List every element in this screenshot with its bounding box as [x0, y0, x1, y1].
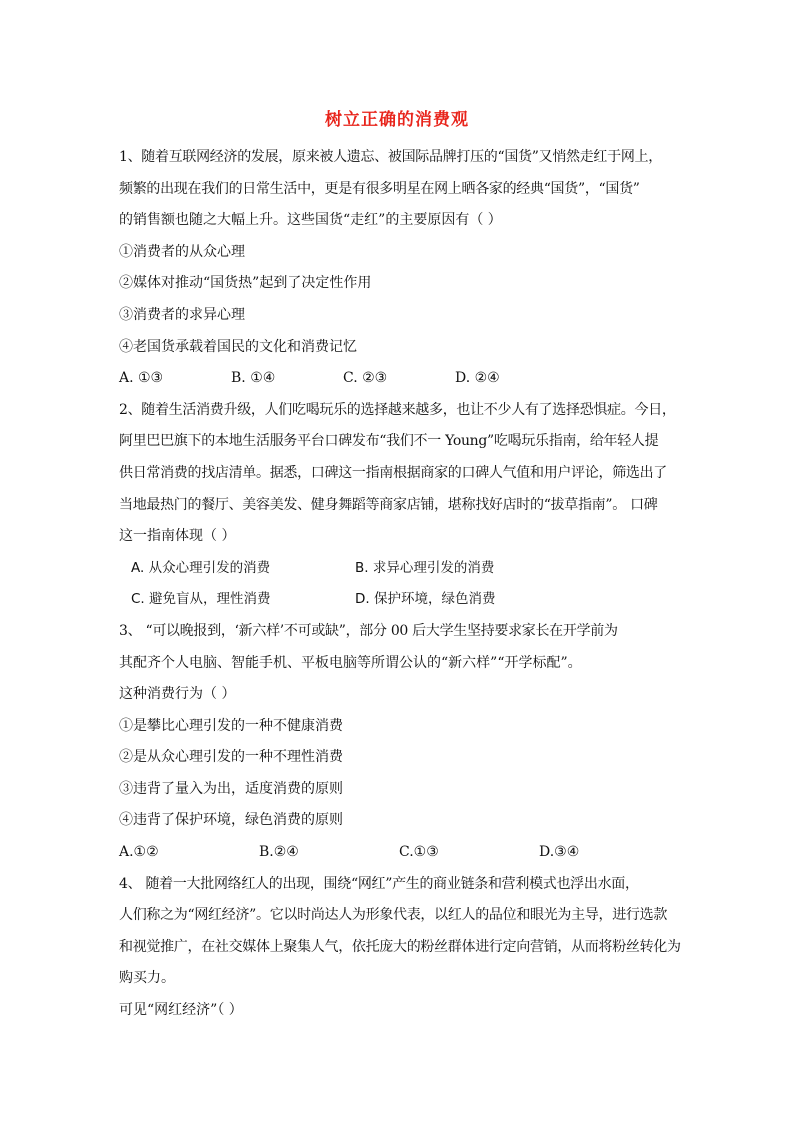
question-text-line: 4、 随着一大批网络红人的出现，围绕“网红”产生的商业链条和营利模式也浮出水面，	[119, 875, 639, 892]
answer-options	[119, 553, 689, 585]
question-text-line: 频繁的出现在我们的日常生活中，更是有很多明星在网上晒各家的经典“国货”，“国货”	[119, 180, 640, 197]
question-text-line: 供日常消费的找店清单。据悉，口碑这一指南根据商家的口碑人气值和用户评论，筛选出了	[119, 464, 667, 481]
statement-item: ④违背了保护环境，绿色消费的原则	[119, 812, 343, 829]
question-2	[119, 395, 689, 616]
question-text-line: 3、 “可以晚报到，‘新六样’不可或缺”，部分 00 后大学生坚持要求家长在开学前为	[119, 622, 618, 639]
question-4	[119, 869, 689, 1027]
option-a: A. 从众心理引发的消费	[131, 559, 271, 576]
question-text-line: 购买力。	[119, 970, 175, 987]
question-text-line: 1、随着互联网经济的发展，原来被人遗忘、被国际品牌打压的“国货”又悄然走红于网上，	[119, 149, 662, 165]
question-text-line: 和视觉推广，在社交媒体上聚集人气，依托庞大的粉丝群体进行定向营销，从而将粉丝转化为	[119, 938, 681, 955]
option-c: C. ②③	[343, 370, 388, 387]
statement-item: ③消费者的求异心理	[119, 306, 245, 323]
option-b: B. 求异心理引发的消费	[355, 559, 495, 576]
question-1	[119, 142, 689, 395]
option-d: D. 保护环境，绿色消费	[355, 591, 496, 608]
statement-item: ②媒体对推动“国货热”起到了决定性作用	[119, 275, 372, 292]
option-b: B.②④	[259, 844, 299, 861]
option-c: C. 避免盲从，理性消费	[131, 591, 271, 608]
question-text-line: 阿里巴巴旗下的本地生活服务平台口碑发布“我们不一 Young”吃喝玩乐指南，给年轻人提	[119, 433, 659, 450]
option-a: A.①②	[119, 844, 159, 861]
question-text-line: 人们称之为“网红经济”。它以时尚达人为形象代表，以红人的品位和眼光为主导，进行选款	[119, 907, 668, 924]
question-text-line: 这种消费行为（ ）	[119, 686, 236, 703]
answer-options	[119, 363, 689, 395]
page-title: 树立正确的消费观	[325, 110, 469, 130]
question-text-line: 的销售额也随之大幅上升。这些国货“走红”的主要原因有（ ）	[119, 212, 502, 229]
option-b: B. ①④	[231, 370, 276, 387]
question-list	[119, 142, 689, 1027]
statement-item: ④老国货承载着国民的文化和消费记忆	[119, 338, 357, 355]
option-d: D.③④	[539, 844, 580, 861]
question-text-line: 当地最热门的餐厅、美容美发、健身舞蹈等商家店铺，堪称找好店时的“拔草指南”。 口碑	[119, 496, 658, 513]
question-text-line: 这一指南体现（ ）	[119, 528, 236, 545]
statement-item: ③违背了量入为出，适度消费的原则	[119, 780, 343, 797]
question-text-line: 2、随着生活消费升级，人们吃喝玩乐的选择越来越多，也让不少人有了选择恐惧症。今日，	[119, 401, 676, 418]
answer-options	[119, 584, 689, 616]
question-3	[119, 616, 689, 869]
question-text-line: 其配齐个人电脑、智能手机、平板电脑等所谓公认的“新六样”“开学标配”。	[119, 654, 582, 671]
answer-options	[119, 837, 689, 869]
statement-item: ②是从众心理引发的一种不理性消费	[119, 749, 343, 766]
question-text-line: 可见“网红经济”（ ）	[119, 1002, 243, 1019]
option-a: A. ①③	[119, 370, 164, 387]
option-d: D. ②④	[455, 370, 500, 387]
statement-item: ①是攀比心理引发的一种不健康消费	[119, 717, 343, 734]
option-c: C.①③	[399, 844, 439, 861]
statement-item: ①消费者的从众心理	[119, 243, 245, 260]
